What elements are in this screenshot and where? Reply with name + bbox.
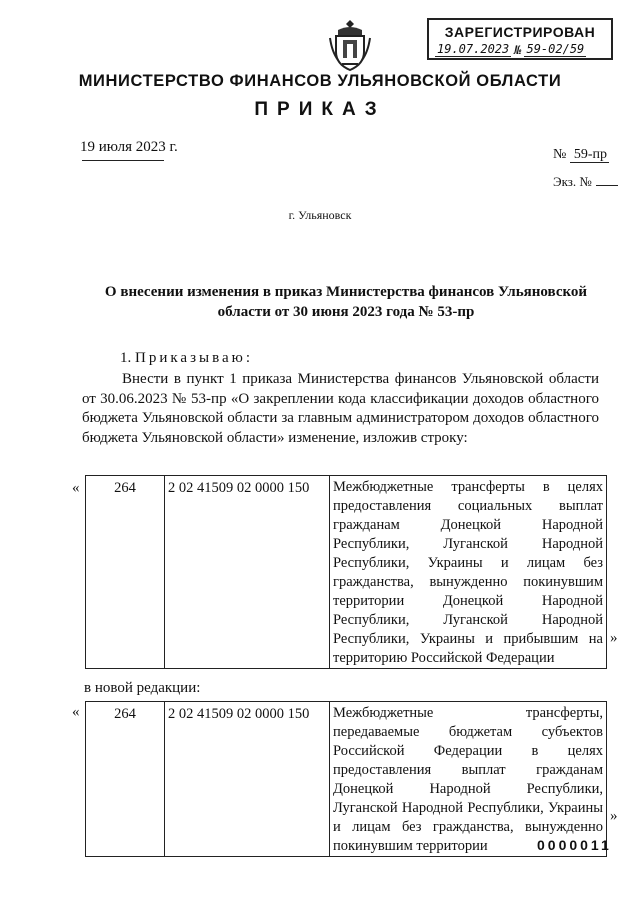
table-row	[86, 702, 607, 857]
point-word: Приказываю:	[135, 350, 253, 366]
close-quote-old: »	[610, 630, 618, 646]
close-quote-new: »	[610, 808, 618, 824]
stamp-number-sign: №	[514, 43, 522, 57]
open-quote-new: «	[72, 704, 80, 720]
classification-code: 2 02 41509 02 0000 150	[165, 702, 330, 857]
body-paragraph: Внести в пункт 1 приказа Министерства финансов Ульяновской области от 30.06.2023 № 53-пр «О закреплении кода классификации доходов областного бюджета Ульяновской области за главным администратором доходов областного бюджета Ульяновской области» изменение, изложив строку:	[82, 371, 599, 446]
old-row-table	[85, 475, 607, 669]
order-number-line	[553, 147, 609, 163]
order-date: 19 июля 2023 г.	[80, 139, 178, 155]
row-number: 264	[86, 476, 165, 669]
stamp-line	[435, 41, 605, 57]
order-subject: О внесении изменения в приказ Министерства финансов Ульяновской области от 30 июня 2023 года № 53-пр	[104, 284, 588, 320]
order-number: 59-пр	[570, 147, 609, 163]
copy-number-blank	[596, 185, 618, 186]
copy-number-label: Экз. №	[553, 174, 592, 189]
income-description: Межбюджетные трансферты, передаваемые бюджетам субъектов Российской Федерации в целях предоставления выплат гражданам Донецкой Народной Республики, Луганской Народной Республики, Украины и лицам без гражданства, вынужденно покинувшим территории	[330, 702, 607, 857]
coat-of-arms-icon	[328, 18, 372, 72]
date-underline	[82, 160, 164, 161]
point-number: 1.	[120, 350, 132, 366]
point-heading	[120, 350, 253, 367]
registration-stamp	[427, 18, 613, 60]
city: г. Ульяновск	[288, 208, 352, 222]
document-type: ПРИКАЗ	[254, 99, 386, 120]
income-description: Межбюджетные трансферты в целях предоставления социальных выплат гражданам Донецкой Народной Республики, Луганской Народной Республики, Украины и лицам без гражданства, вынужденно покинувшим территории Донецкой Народной Республики, Луганской Народной Республики, Украины и прибывшим на территорию Российской Федерации	[330, 476, 607, 669]
page-code: 0000011	[537, 837, 612, 853]
ministry-title: МИНИСТЕРСТВО ФИНАНСОВ УЛЬЯНОВСКОЙ ОБЛАСТИ	[78, 72, 562, 90]
order-number-label: №	[553, 147, 567, 162]
stamp-number: 59-02/59	[526, 42, 585, 56]
stamp-title: ЗАРЕГИСТРИРОВАН	[444, 24, 596, 40]
stamp-date: 19.07.2023	[437, 42, 510, 56]
copy-number-line	[553, 174, 618, 190]
table-row	[86, 476, 607, 669]
classification-code: 2 02 41509 02 0000 150	[165, 476, 330, 669]
new-row-table	[85, 701, 607, 857]
row-number: 264	[86, 702, 165, 857]
new-edition-label: в новой редакции:	[84, 680, 201, 696]
open-quote-old: «	[72, 480, 80, 496]
